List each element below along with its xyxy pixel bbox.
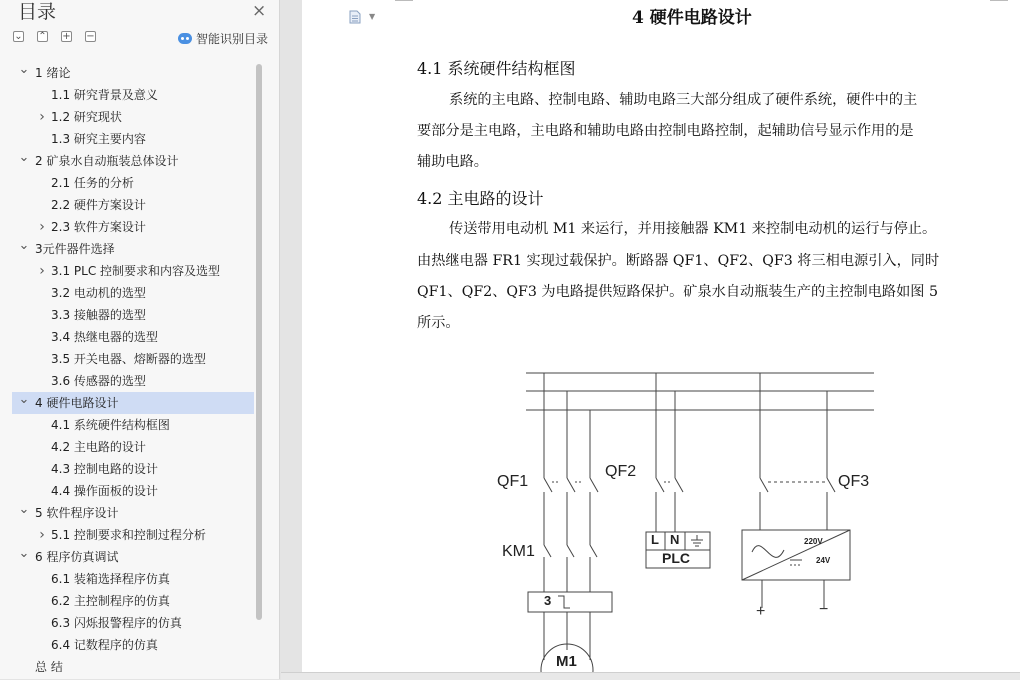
- sec1-line-2: 要部分是主电路，主电路和辅助电路由控制电路控制，起辅助信号显示作用的是: [417, 123, 914, 139]
- toc-item[interactable]: [12, 502, 254, 524]
- toc-item-label: 4.1 系统硬件结构框图: [51, 418, 170, 432]
- collapse-all-icon[interactable]: ⌄: [14, 31, 23, 42]
- toc-sidebar: [0, 0, 280, 679]
- toc-item-label: 4.2 主电路的设计: [51, 440, 146, 454]
- toc-item[interactable]: [12, 656, 254, 672]
- toc-item-label: 2 矿泉水自动瓶装总体设计: [35, 154, 179, 168]
- chevron-right-icon[interactable]: ›: [39, 263, 45, 279]
- toc-item-label: 3.1 PLC 控制要求和内容及选型: [51, 264, 221, 278]
- toc-item[interactable]: [12, 546, 254, 568]
- toc-item-label: 3.6 传感器的选型: [51, 374, 146, 388]
- chevron-down-icon[interactable]: ⌄: [18, 150, 30, 165]
- toc-item[interactable]: [12, 84, 254, 106]
- toc-item-label: 4.4 操作面板的设计: [51, 484, 158, 498]
- toc-item-label: 1.1 研究背景及意义: [51, 88, 158, 102]
- toc-item-label: 3.2 电动机的选型: [51, 286, 146, 300]
- toc-item[interactable]: [12, 150, 254, 172]
- toc-item-label: 6.3 闪烁报警程序的仿真: [51, 616, 182, 630]
- sidebar-title: 目录: [18, 1, 57, 23]
- toc-item[interactable]: [12, 62, 254, 84]
- plc-label: PLC: [662, 550, 690, 566]
- toc-item[interactable]: [12, 238, 254, 260]
- page-corner-mark-left: [395, 0, 413, 1]
- toc-item-label: 5 软件程序设计: [35, 506, 119, 520]
- toc-item-label: 3.5 开关电器、熔断器的选型: [51, 352, 206, 366]
- add-heading-icon[interactable]: +: [62, 31, 71, 42]
- toc-item[interactable]: [12, 414, 254, 436]
- sec2-line-3: QF1、QF2、QF3 为电路提供短路保护。矿泉水自动瓶装生产的主控制电路如图 5: [417, 284, 938, 300]
- toc-item[interactable]: [12, 568, 254, 590]
- toc-scrollbar-thumb[interactable]: [256, 64, 262, 620]
- toc-item-label: 3.4 热继电器的选型: [51, 330, 158, 344]
- qf1-label: QF1: [497, 473, 529, 490]
- thermal-relay-fr1: [528, 592, 612, 612]
- toc-item[interactable]: [12, 370, 254, 392]
- toc-item[interactable]: [12, 128, 254, 150]
- toc-item[interactable]: [12, 634, 254, 656]
- toc-item-label: 6.1 装箱选择程序仿真: [51, 572, 170, 586]
- sec1-line-3: 辅助电路。: [417, 154, 488, 170]
- toc-item-label: 4 硬件电路设计: [35, 396, 119, 410]
- toc-item[interactable]: [12, 480, 254, 502]
- toc-scrollbar[interactable]: [256, 62, 264, 622]
- toc-item-label: 4.3 控制电路的设计: [51, 462, 158, 476]
- remove-heading-icon[interactable]: −: [86, 31, 95, 42]
- sec1-line-1: 系统的主电路、控制电路、辅助电路三大部分组成了硬件系统，硬件中的主: [449, 92, 918, 108]
- toc-item-label: 3.3 接触器的选型: [51, 308, 146, 322]
- toc-item[interactable]: [12, 304, 254, 326]
- toc-item-label: 总 结: [35, 660, 63, 672]
- plc-n-label: N: [670, 532, 680, 547]
- toc-item[interactable]: [12, 590, 254, 612]
- toc-item-label: 2.3 软件方案设计: [51, 220, 146, 234]
- chevron-right-icon[interactable]: ›: [39, 527, 45, 543]
- sec2-line-4: 所示。: [417, 315, 460, 331]
- toc-item-label: 5.1 控制要求和控制过程分析: [51, 528, 206, 542]
- fr-number: 3: [544, 593, 552, 608]
- toc-item[interactable]: [12, 326, 254, 348]
- chapter-title: 4 硬件电路设计: [632, 8, 752, 28]
- toc-item[interactable]: [12, 172, 254, 194]
- smart-recognize-label: 智能识别目录: [196, 31, 269, 46]
- toc-item-label: 1.2 研究现状: [51, 110, 122, 124]
- chevron-down-icon[interactable]: ▼: [369, 12, 376, 21]
- toc-item[interactable]: [12, 282, 254, 304]
- toc-item[interactable]: [12, 348, 254, 370]
- toc-item[interactable]: [12, 392, 254, 414]
- chevron-down-icon[interactable]: ⌄: [18, 62, 30, 77]
- page-corner-mark-right: [990, 0, 1008, 1]
- toc-item-label: 6 程序仿真调试: [35, 550, 119, 564]
- smart-recognize-toc-button[interactable]: [178, 29, 268, 47]
- toc-item-label: 6.2 主控制程序的仿真: [51, 594, 170, 608]
- plc-l-label: L: [651, 532, 659, 547]
- toc-item[interactable]: [12, 612, 254, 634]
- plus-terminal-label: +: [756, 603, 766, 620]
- toc-item[interactable]: [12, 436, 254, 458]
- chevron-down-icon[interactable]: ⌄: [18, 546, 30, 561]
- section-4-1-title: 4.1 系统硬件结构框图: [417, 59, 576, 78]
- toc-item[interactable]: [12, 106, 254, 128]
- close-icon[interactable]: ×: [252, 1, 267, 21]
- toc-item[interactable]: [12, 216, 254, 238]
- chevron-right-icon[interactable]: ›: [39, 109, 45, 125]
- main-circuit-diagram: [490, 360, 910, 672]
- toc-item[interactable]: [12, 524, 254, 546]
- toc-item-label: 3元件器件选择: [35, 242, 115, 256]
- chevron-right-icon[interactable]: ›: [39, 219, 45, 235]
- qf3-label: QF3: [838, 473, 870, 490]
- qf2-label: QF2: [605, 463, 637, 480]
- toc-item-label: 2.1 任务的分析: [51, 176, 134, 190]
- psu-output-label: 24V: [816, 556, 831, 565]
- toc-item-label: 2.2 硬件方案设计: [51, 198, 146, 212]
- toc-item[interactable]: [12, 260, 254, 282]
- document-outline-icon[interactable]: [349, 10, 361, 24]
- section-4-2-title: 4.2 主电路的设计: [417, 189, 544, 208]
- chevron-down-icon[interactable]: ⌄: [18, 238, 30, 253]
- chevron-down-icon[interactable]: ⌄: [18, 502, 30, 517]
- sec2-line-1: 传送带用电动机 M1 来运行，并用接触器 KM1 来控制电动机的运行与停止。: [449, 221, 937, 237]
- toc-item[interactable]: [12, 458, 254, 480]
- toc-list: [12, 62, 254, 672]
- toc-item[interactable]: [12, 194, 254, 216]
- expand-all-icon[interactable]: ⌃: [38, 31, 47, 42]
- toc-item-label: 1.3 研究主要内容: [51, 132, 146, 146]
- sec2-line-2: 由热继电器 FR1 实现过载保护。断路器 QF1、QF2、QF3 将三相电源引入，同时: [417, 253, 940, 269]
- toc-item-label: 6.4 记数程序的仿真: [51, 638, 158, 652]
- motor-label: M1: [556, 653, 577, 670]
- toc-item-label: 1 绪论: [35, 66, 71, 80]
- minus-terminal-label: −: [819, 601, 829, 618]
- psu-input-label: 220V: [804, 537, 823, 546]
- km1-label: KM1: [502, 543, 535, 560]
- chevron-down-icon[interactable]: ⌄: [18, 392, 30, 407]
- ai-cloud-icon: [178, 33, 192, 44]
